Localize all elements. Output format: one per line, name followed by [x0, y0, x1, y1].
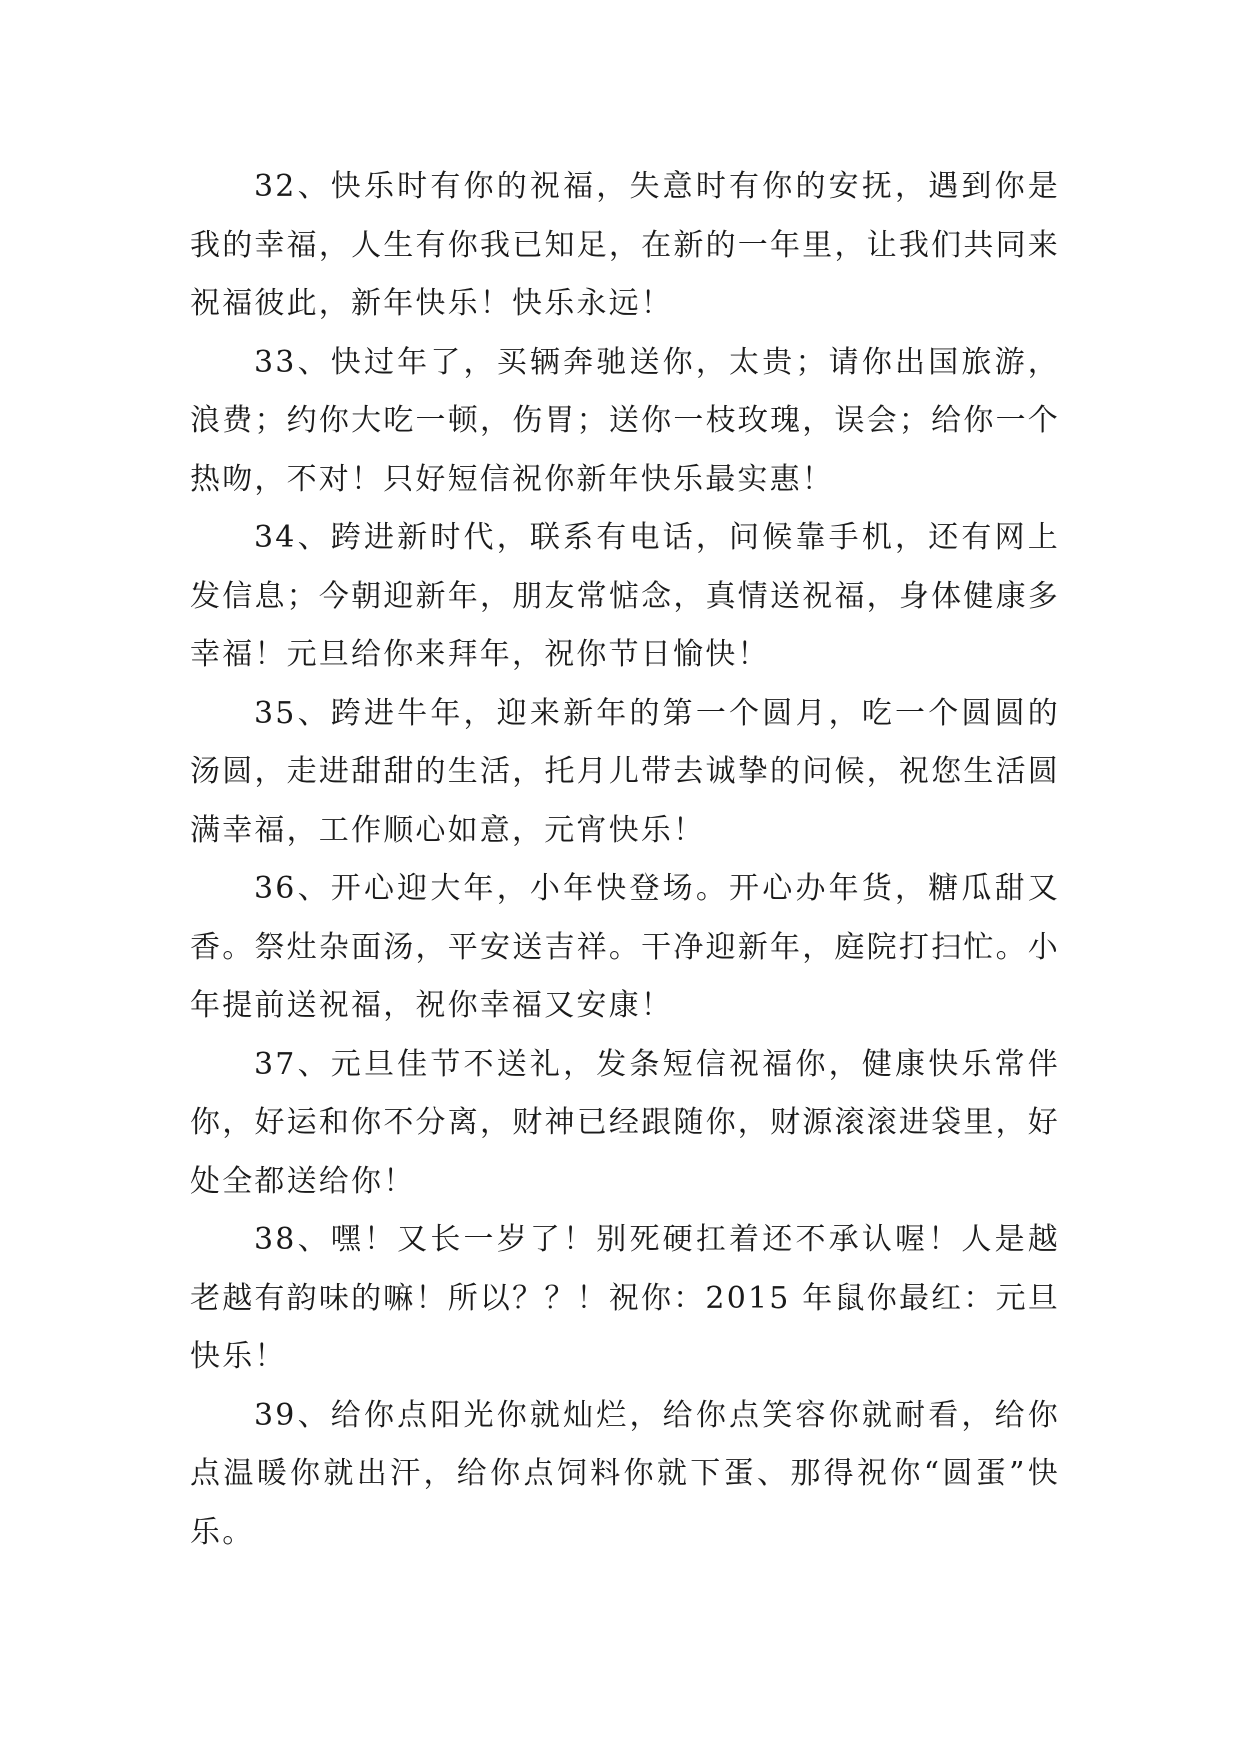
paragraph-35: 35、跨进牛年，迎来新年的第一个圆月，吃一个圆圆的汤圆，走进甜甜的生活，托月儿带去诚挚的问候，祝您生活圆满幸福，工作顺心如意，元宵快乐！	[190, 695, 1060, 848]
paragraph-38: 38、嘿！又长一岁了！别死硬扛着还不承认喔！人是越老越有韵味的嘛！所以？？！祝你：2015 年鼠你最红：元旦快乐！	[190, 1222, 1060, 1374]
paragraph-39: 39、给你点阳光你就灿烂，给你点笑容你就耐看，给你点温暖你就出汗，给你点饲料你就下蛋、那得祝你“圆蛋”快乐。	[190, 1397, 1060, 1550]
paragraph-37: 37、元旦佳节不送礼，发条短信祝福你，健康快乐常伴你，好运和你不分离，财神已经跟随你，财源滚滚进袋里，好处全都送给你！	[190, 1046, 1060, 1199]
paragraph-36: 36、开心迎大年，小年快登场。开心办年货，糖瓜甜又香。祭灶杂面汤，平安送吉祥。干净迎新年，庭院打扫忙。小年提前送祝福，祝你幸福又安康！	[190, 871, 1060, 1023]
paragraph-33: 33、快过年了，买辆奔驰送你，太贵；请你出国旅游，浪费；约你大吃一顿，伤胃；送你一枝玫瑰，误会；给你一个热吻，不对！只好短信祝你新年快乐最实惠！	[190, 344, 1060, 497]
paragraph-32: 32、快乐时有你的祝福，失意时有你的安抚，遇到你是我的幸福，人生有你我已知足，在新的一年里，让我们共同来祝福彼此，新年快乐！快乐永远！	[190, 169, 1060, 321]
document-body	[190, 158, 1060, 1562]
paragraph-34: 34、跨进新时代，联系有电话，问候靠手机，还有网上发信息；今朝迎新年，朋友常惦念，真情送祝福，身体健康多幸福！元旦给你来拜年，祝你节日愉快！	[190, 520, 1060, 672]
